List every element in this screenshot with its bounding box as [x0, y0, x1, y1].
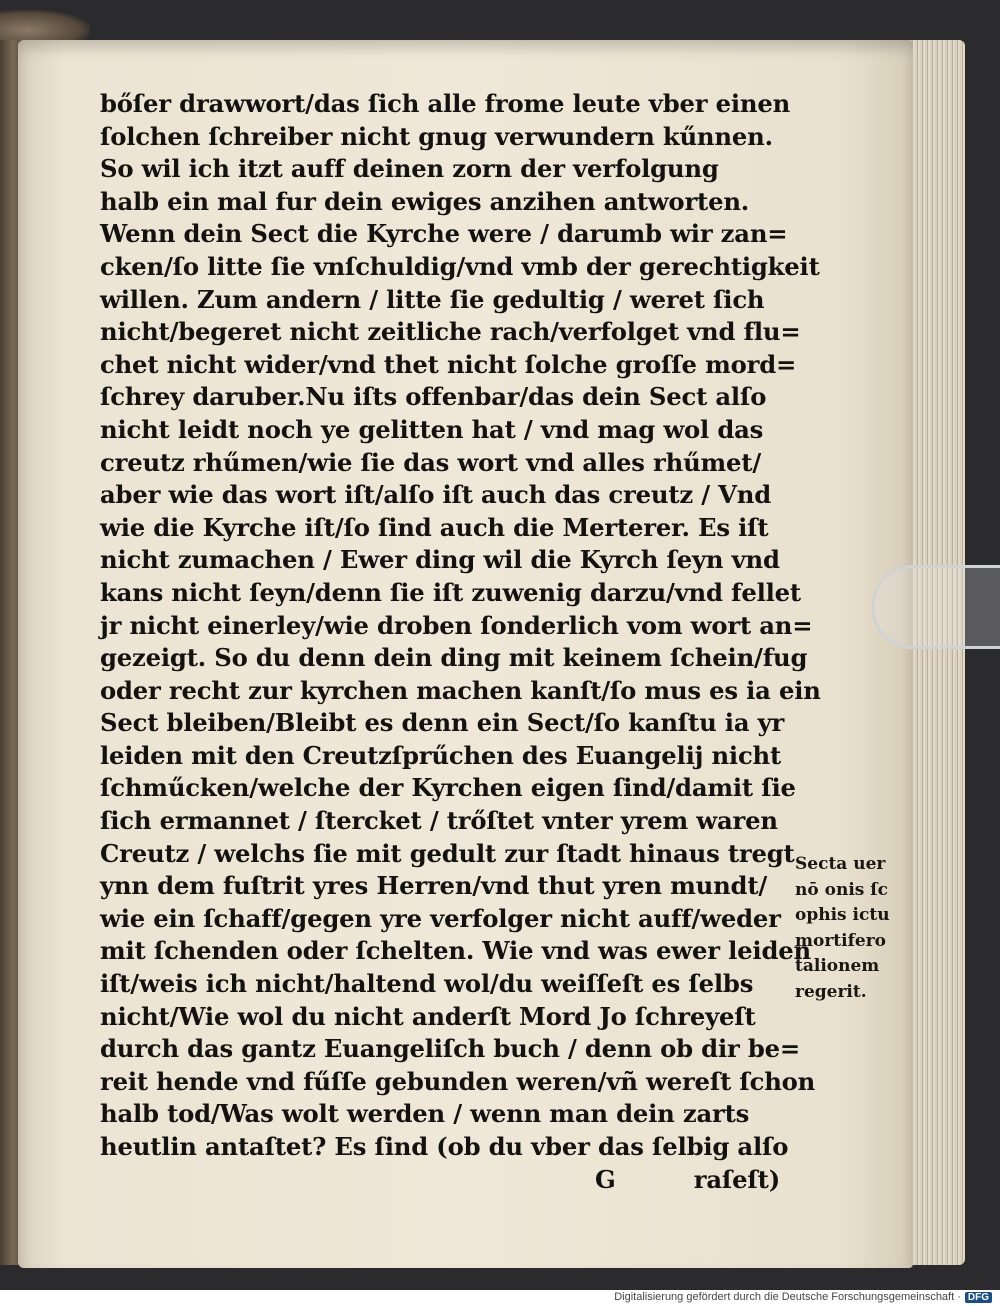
text-line: ſolchen ſchreiber nicht gnug verwundern kűnnen.: [100, 121, 773, 151]
footer-credit: [614, 1291, 992, 1303]
text-line: creutz rhűmen/wie ſie das wort vnd alles rhűmet/: [100, 447, 761, 477]
text-line: nicht zumachen / Ewer ding wil die Kyrch ſeyn vnd: [100, 545, 780, 575]
text-line: jr nicht einerley/wie droben ſonderlich vom wort an=: [100, 610, 813, 640]
signature-line: [100, 1164, 780, 1197]
marginal-line: nō onis ſc: [795, 879, 888, 900]
text-line: Wenn dein Sect die Kyrche were / darumb wir zan=: [100, 219, 788, 249]
dfg-logo: DFG: [965, 1292, 992, 1303]
page-clip: [872, 565, 1000, 649]
text-line: ſich ermannet / ſtercket / trőſtet vnter yrem waren: [100, 806, 778, 836]
text-line: aber wie das wort iſt/alſo iſt auch das creutz / Vnd: [100, 480, 772, 510]
text-line: cken/ſo litte ſie vnſchuldig/vnd vmb der gerechtigkeit: [100, 251, 820, 281]
text-line: halb ein mal fur dein ewiges anzihen antworten.: [100, 186, 750, 216]
marginal-line: ophis ictu: [795, 905, 890, 925]
text-line: halb tod/Was wolt werden / wenn man dein zarts: [100, 1099, 750, 1129]
text-line: durch das gantz Euangeliſch buch / denn ob dir be=: [100, 1034, 801, 1064]
text-line: wie ein ſchaff/gegen yre verfolger nicht auff/weder: [100, 903, 781, 933]
catchword: raſeſt): [693, 1164, 780, 1194]
text-line: willen. Zum andern / litte ſie gedultig / weret ſich: [100, 284, 765, 314]
text-line: oder recht zur kyrchen machen kanſt/ſo mus es ia ein: [100, 675, 821, 705]
text-line: Creutz / welchs ſie mit gedult zur ſtadt hinaus tregt: [100, 838, 795, 868]
text-line: reit hende vnd fűſſe gebunden weren/vñ wereſt ſchon: [100, 1066, 816, 1096]
text-line: So wil ich itzt auff deinen zorn der verfolgung: [100, 154, 719, 184]
text-line: heutlin antaſtet? Es ſind (ob du vber das ſelbig alſo: [100, 1132, 789, 1161]
marginal-line: mortifero: [795, 930, 887, 951]
footer-credit-text: Digitalisierung gefördert durch die Deutsche Forschungsgemeinschaft ·: [614, 1291, 961, 1303]
text-line: ſchrey daruber.Nu iſts offenbar/das dein Sect alſo: [100, 382, 767, 412]
marginal-line: talionem: [795, 956, 880, 976]
marginal-line: regerit.: [795, 981, 867, 1002]
text-line: iſt/weis ich nicht/haltend wol/du weiſſeſt es ſelbs: [100, 969, 754, 999]
marginal-line: Secta uer: [795, 854, 886, 874]
text-line: kans nicht ſeyn/denn ſie iſt zuwenig darzu/vnd fellet: [100, 577, 801, 607]
text-line: nicht/Wie wol du nicht anderſt Mord Jo ſchreyeſt: [100, 1001, 756, 1031]
text-line: wie die Kyrche iſt/ſo ſind auch die Merterer. Es iſt: [100, 512, 769, 542]
text-line: nicht leidt noch ye gelitten hat / vnd mag wol das: [100, 414, 764, 444]
text-line: gezeigt. So du denn dein ding mit keinem ſchein/fug: [100, 643, 808, 673]
text-line: ſchműcken/welche der Kyrchen eigen ſind/damit ſie: [100, 773, 796, 803]
signature-mark: G: [595, 1164, 616, 1194]
text-line: Sect bleiben/Bleibt es denn ein Sect/ſo kanſtu ia yr: [100, 708, 785, 738]
page-edges: [905, 40, 965, 1265]
text-line: bőſer drawwort/das ſich alle frome leute vber einen: [100, 89, 791, 118]
text-line: leiden mit den Creutzſprűchen des Euangelij nicht: [100, 740, 782, 770]
marginal-note: [795, 852, 900, 1005]
text-line: mit ſchenden oder ſchelten. Wie vnd was ewer leiden: [100, 936, 811, 966]
text-line: ynn dem fuſtrit yres Herren/vnd thut yren mundt/: [100, 871, 768, 901]
footer-bar: [0, 1290, 1000, 1307]
text-line: chet nicht wider/vnd thet nicht ſolche groſſe mord=: [100, 349, 797, 379]
text-line: nicht/begeret nicht zeitliche rach/verfolget vnd flu=: [100, 317, 801, 347]
main-text: [100, 88, 821, 1196]
